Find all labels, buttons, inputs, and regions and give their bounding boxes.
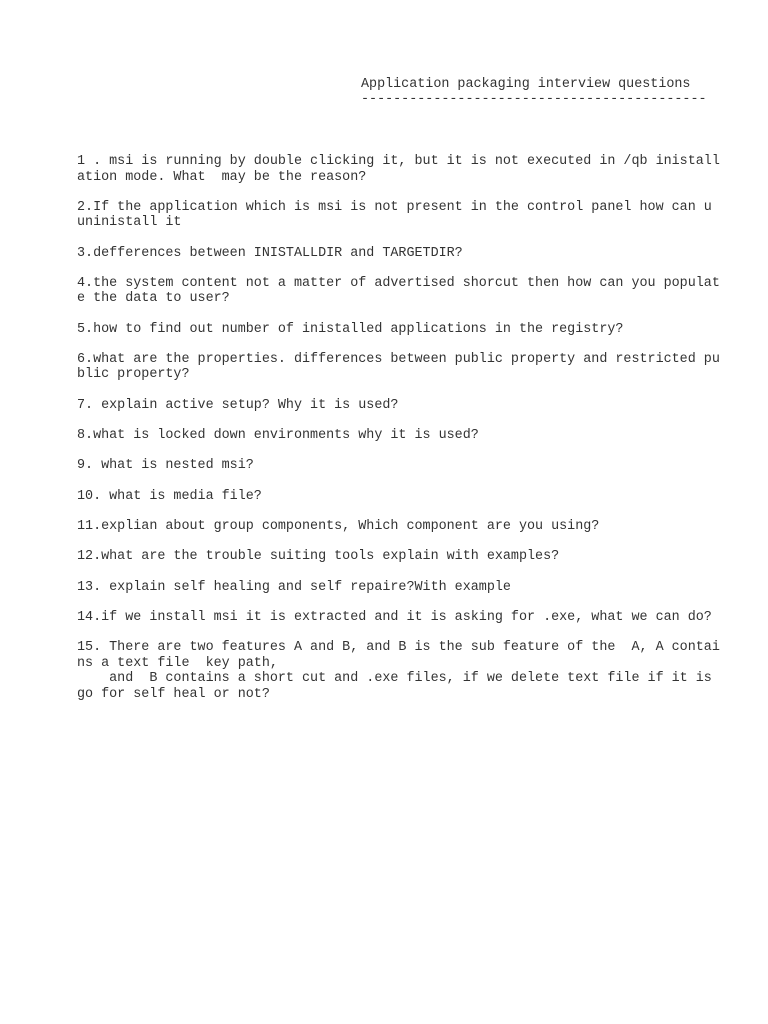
question-item: 4.the system content not a matter of advertised shorcut then how can you populat e the data to user? — [77, 275, 720, 307]
question-item: 14.if we install msi it is extracted and it is asking for .exe, what we can do? — [77, 609, 712, 625]
question-item: 15. There are two features A and B, and B is the sub feature of the A, A contai ns a text file key path, and B contains a short cut and .exe files, if we delete text file if it is go for self heal or not? — [77, 640, 720, 702]
question-item: 1 . msi is running by double clicking it, but it is not executed in /qb inistall ation mode. What may be the reason? — [77, 154, 720, 185]
document-title: Application packaging interview questions — [361, 77, 691, 92]
question-item: 12.what are the trouble suiting tools explain with examples? — [77, 549, 560, 565]
question-item: 8.what is locked down environments why it is used? — [77, 428, 479, 444]
question-item: 9. what is nested msi? — [77, 458, 254, 474]
question-item: 3.defferences between INISTALLDIR and TARGETDIR? — [77, 245, 463, 261]
question-list — [77, 154, 720, 717]
question-item: 2.If the application which is msi is not present in the control panel how can u uninistall it — [77, 199, 712, 231]
question-item: 13. explain self healing and self repaire?With example — [77, 579, 511, 595]
question-item: 11.explian about group components, Which component are you using? — [77, 518, 600, 534]
question-item: 7. explain active setup? Why it is used? — [77, 397, 399, 413]
title-underline: ------------------------------------------- — [361, 92, 707, 107]
question-item: 6.what are the properties. differences between public property and restricted pu blic property? — [77, 351, 720, 383]
question-item: 5.how to find out number of inistalled applications in the registry? — [77, 321, 624, 337]
question-item: 10. what is media file? — [77, 488, 262, 504]
